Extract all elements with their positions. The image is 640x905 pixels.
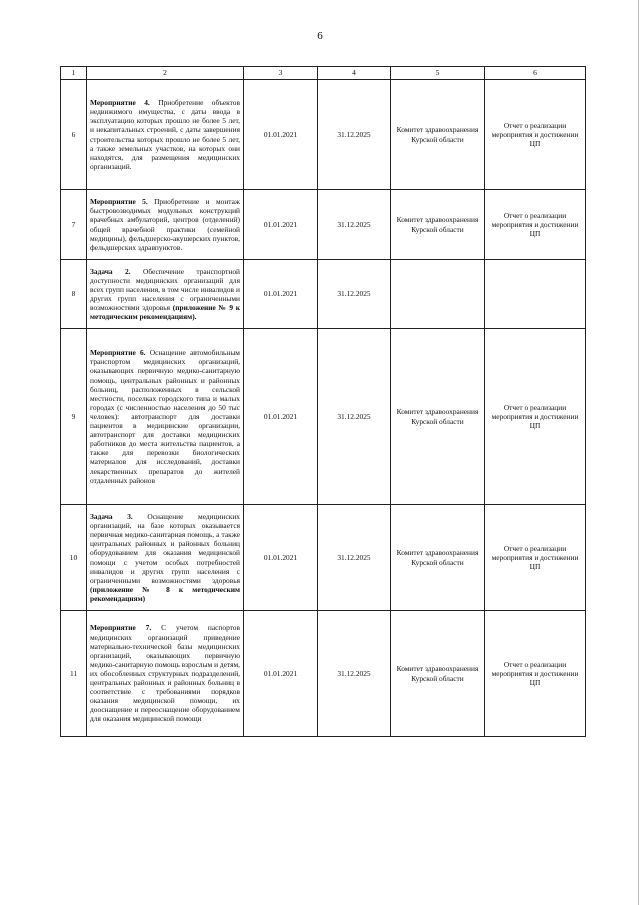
row-number: 8 bbox=[61, 260, 87, 329]
row-number: 9 bbox=[61, 329, 87, 505]
scan-edge-divider bbox=[638, 0, 639, 905]
executor: Комитет здравоохранения Курской области bbox=[391, 611, 485, 737]
column-header: 3 bbox=[244, 67, 318, 80]
end-date: 31.12.2025 bbox=[318, 260, 391, 329]
table-row bbox=[61, 260, 586, 329]
activity-lead: Задача 2. bbox=[90, 266, 131, 276]
start-date: 01.01.2021 bbox=[244, 505, 318, 611]
end-date: 31.12.2025 bbox=[318, 190, 391, 260]
result bbox=[485, 260, 586, 329]
executor: Комитет здравоохранения Курской области bbox=[391, 329, 485, 505]
start-date: 01.01.2021 bbox=[244, 329, 318, 505]
activity-lead: Мероприятие 6. bbox=[90, 348, 146, 358]
column-header: 6 bbox=[485, 67, 586, 80]
result: Отчет о реализации мероприятия и достижении ЦП bbox=[485, 80, 586, 190]
column-header: 5 bbox=[391, 67, 485, 80]
activity-description bbox=[87, 505, 244, 611]
activity-lead: Мероприятие 4. bbox=[90, 98, 150, 108]
executor bbox=[391, 260, 485, 329]
activity-text: Обеспечение транспортной доступности медицинских организаций для всех групп населения, в том числе инвалидов и других групп населения с ограниченными возможностями здоровья bbox=[90, 266, 240, 313]
executor: Комитет здравоохранения Курской области bbox=[391, 190, 485, 260]
activity-text: Приобретение объектов недвижимого имущества, с даты ввода в эксплуатацию которых прошло не более 5 лет, и некапитальных строений, с даты завершения строительства которых прошло не более 5 лет, а также земельных участков, на которых они находятся, для размещения медицинских организаций. bbox=[90, 98, 240, 171]
start-date: 01.01.2021 bbox=[244, 80, 318, 190]
activity-lead: Мероприятие 5. bbox=[90, 197, 148, 207]
result: Отчет о реализации мероприятия и достижении ЦП bbox=[485, 190, 586, 260]
row-number: 10 bbox=[61, 505, 87, 611]
end-date: 31.12.2025 bbox=[318, 611, 391, 737]
activity-text: Оснащение автомобильным транспортом медицинских организаций, оказывающих первичную медико-санитарную помощь, центральных районных и районных больниц, расположенных в сельской местности, поселках городского типа и малых городах (с численностью населения до 50 тыс человек): автотранспорт для доставки пациентов в медицинские организации, автотранспорт для доставки медицинских работников до места жительства пациентов, а также для перевозки биологических материалов для исследований, доставки лекарственных препаратов до жителей отдаленных районов bbox=[90, 348, 240, 485]
result: Отчет о реализации мероприятия и достижении ЦП bbox=[485, 611, 586, 737]
table-row bbox=[61, 611, 586, 737]
page-number: 6 bbox=[317, 30, 323, 42]
table-row bbox=[61, 190, 586, 260]
activity-appendix-ref: (приложение № 9 к методическим рекомендациям). bbox=[90, 303, 240, 322]
activity-description bbox=[87, 329, 244, 505]
header-row bbox=[61, 67, 586, 80]
end-date: 31.12.2025 bbox=[318, 329, 391, 505]
row-number: 7 bbox=[61, 190, 87, 260]
activity-description bbox=[87, 611, 244, 737]
end-date: 31.12.2025 bbox=[318, 505, 391, 611]
activity-description bbox=[87, 260, 244, 329]
table-row bbox=[61, 329, 586, 505]
column-header: 4 bbox=[318, 67, 391, 80]
table-row bbox=[61, 80, 586, 190]
end-date: 31.12.2025 bbox=[318, 80, 391, 190]
activity-description bbox=[87, 80, 244, 190]
activity-text: Оснащение медицинских организаций, на базе которых оказывается первичная медико-санитарная помощь, а также центральных районных и районных больниц оборудованием для оказания медицинской помощи с учетом особых потребностей инвалидов и других групп населения с ограниченными возможностями здоровья bbox=[90, 512, 240, 585]
start-date: 01.01.2021 bbox=[244, 190, 318, 260]
activities-table bbox=[60, 66, 586, 737]
row-number: 6 bbox=[61, 80, 87, 190]
start-date: 01.01.2021 bbox=[244, 260, 318, 329]
executor: Комитет здравоохранения Курской области bbox=[391, 505, 485, 611]
start-date: 01.01.2021 bbox=[244, 611, 318, 737]
activity-description bbox=[87, 190, 244, 260]
column-header: 2 bbox=[87, 67, 244, 80]
result: Отчет о реализации мероприятия и достижении ЦП bbox=[485, 329, 586, 505]
activity-lead: Мероприятие 7. bbox=[90, 623, 152, 633]
table-row bbox=[61, 505, 586, 611]
activity-text: Приобретение и монтаж быстровозводимых модульных конструкций врачебных амбулаторий, центров (отделений) общей врачебной практики (семейной медицины), фельдшерско-акушерских пунктов, фельдшерских здравпунктов. bbox=[90, 197, 240, 252]
activity-text: С учетом паспортов медицинских организаций приведение материально-технической базы медицинских организаций, оказывающих первичную медико-санитарную помощь взрослым и детям, их обособленных структурных подразделений, центральных районных и районных больниц в соответствие с требованиями порядков оказания медицинской помощи, их дооснащение и переоснащение оборудованием для оказания медицинской помощи bbox=[90, 623, 240, 724]
activity-appendix-ref: (приложение № 8 к методическим рекомендациям) bbox=[90, 584, 240, 603]
column-header: 1 bbox=[61, 67, 87, 80]
result: Отчет о реализации мероприятия и достижении ЦП bbox=[485, 505, 586, 611]
activity-lead: Задача 3. bbox=[90, 512, 133, 522]
row-number: 11 bbox=[61, 611, 87, 737]
executor: Комитет здравоохранения Курской области bbox=[391, 80, 485, 190]
